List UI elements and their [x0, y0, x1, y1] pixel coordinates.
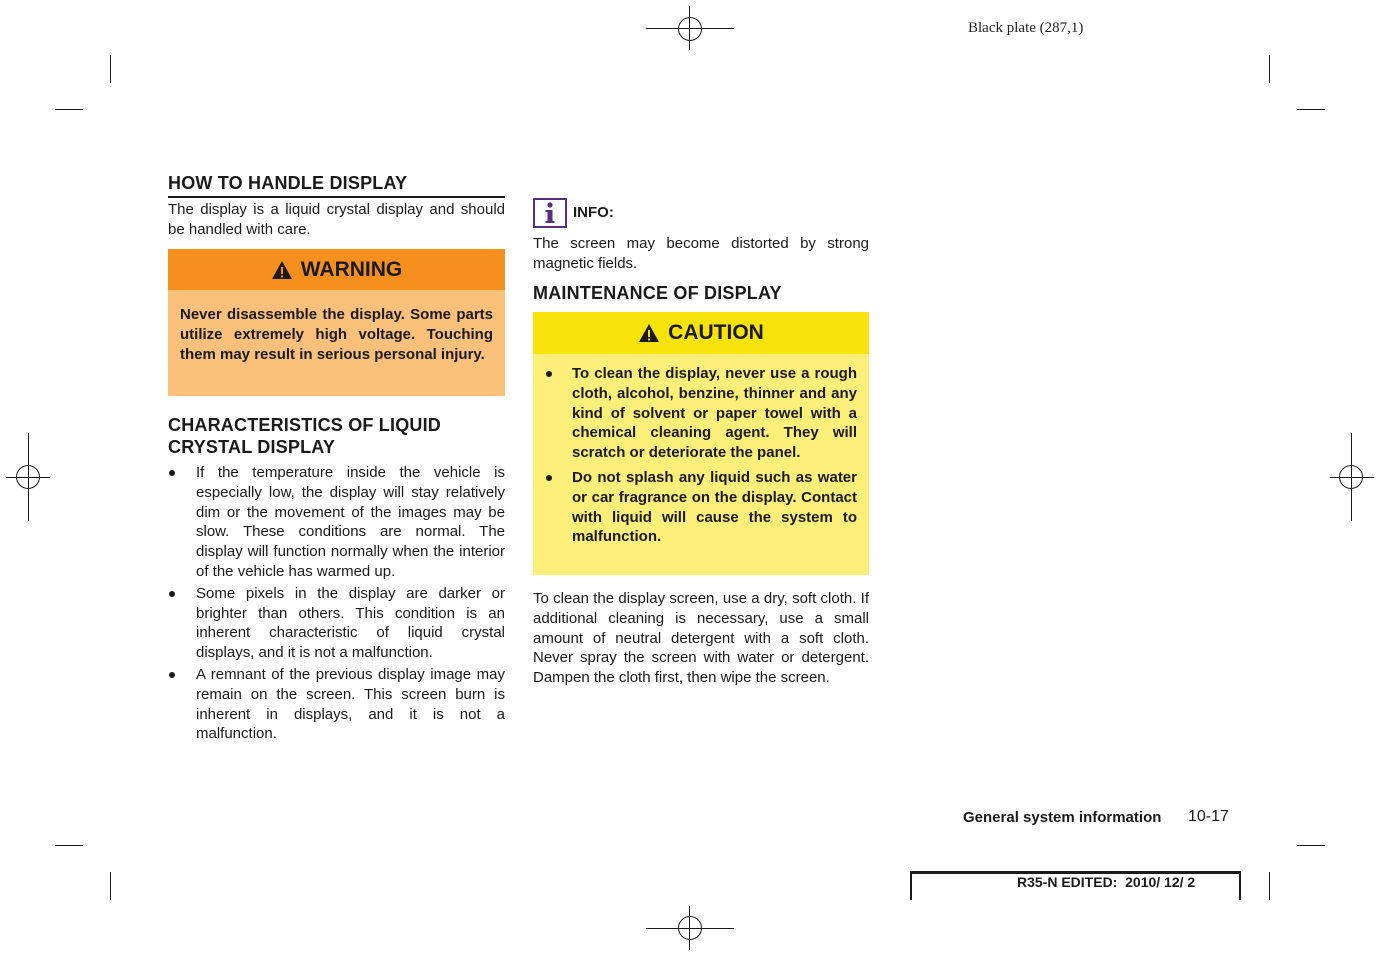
warning-text: Never disassemble the display. Some parts utilize extremely high voltage. Touching them may result in serious personal injury. — [168, 290, 505, 396]
bullet-dot — [546, 371, 552, 377]
list-item: Do not splash any liquid such as water or car fragrance on the display. Contact with liquid will cause the system to malfunction. — [545, 468, 857, 547]
warning-icon — [638, 323, 660, 343]
bullet-dot — [169, 470, 175, 476]
plate-label: Black plate (287,1) — [968, 20, 1084, 36]
section-title-lcd-line2: CRYSTAL DISPLAY — [168, 437, 336, 457]
registration-circle — [678, 17, 702, 41]
bullet-dot — [169, 672, 175, 678]
crop-mark — [55, 845, 83, 846]
registration-circle — [16, 465, 40, 489]
caution-label: CAUTION — [668, 321, 764, 344]
list-item: To clean the display, never use a rough cloth, alcohol, benzine, thinner and any kind of solvent or paper towel with a chemical cleaning agent. They will scratch or deteriorate the panel. — [545, 364, 857, 463]
page-number: 10-17 — [1188, 808, 1229, 825]
crop-mark — [1297, 109, 1325, 110]
title-underline — [168, 196, 505, 198]
edited-box-right — [1239, 871, 1241, 900]
crop-mark — [55, 109, 83, 110]
bullet-dot — [546, 475, 552, 481]
bullet-dot — [169, 591, 175, 597]
warning-header — [168, 249, 505, 290]
caution-header — [533, 312, 869, 354]
crop-mark — [110, 872, 111, 900]
caution-bullet-list — [545, 364, 857, 552]
warning-label: WARNING — [300, 257, 403, 281]
footer-section-title: General system information — [963, 809, 1162, 826]
section-title-maintenance: MAINTENANCE OF DISPLAY — [533, 283, 782, 303]
registration-circle — [1339, 465, 1363, 489]
lcd-bullet-list — [168, 463, 505, 746]
handle-display-text: The display is a liquid crystal display and should be handled with care. — [168, 201, 505, 238]
info-icon — [533, 198, 567, 228]
edited-box-left — [910, 871, 912, 900]
list-item: If the temperature inside the vehicle is especially low, the display will stay relatively dim or the movement of the images may be slow. These conditions are normal. The display will function normally when the interior of the vehicle has warmed up. — [168, 463, 505, 582]
list-item: Some pixels in the display are darker or brighter than others. This condition is an inherent characteristic of liquid crystal displays, and it is not a malfunction. — [168, 584, 505, 663]
registration-circle — [678, 916, 702, 940]
edited-stamp: R35-N EDITED: 2010/ 12/ 2 — [1017, 874, 1196, 890]
section-title-lcd-line1: CHARACTERISTICS OF LIQUID — [168, 415, 441, 435]
crop-mark — [1269, 55, 1270, 83]
warning-icon — [271, 260, 293, 280]
caution-body — [533, 354, 869, 575]
section-title-handle-display: HOW TO HANDLE DISPLAY — [168, 173, 408, 193]
crop-mark — [110, 55, 111, 83]
info-label: INFO: — [573, 204, 614, 221]
maintenance-text: To clean the display screen, use a dry, soft cloth. If additional cleaning is necessary, use a small amount of neutral detergent with a soft cloth. Never spray the screen with water or detergent. Dampen the cloth first, then wipe the screen. — [533, 590, 869, 687]
crop-mark — [1297, 845, 1325, 846]
list-item: A remnant of the previous display image may remain on the screen. This screen burn is inherent in displays, and it is not a malfunction. — [168, 665, 505, 744]
crop-mark — [1269, 872, 1270, 900]
info-text: The screen may become distorted by strong magnetic fields. — [533, 235, 869, 272]
